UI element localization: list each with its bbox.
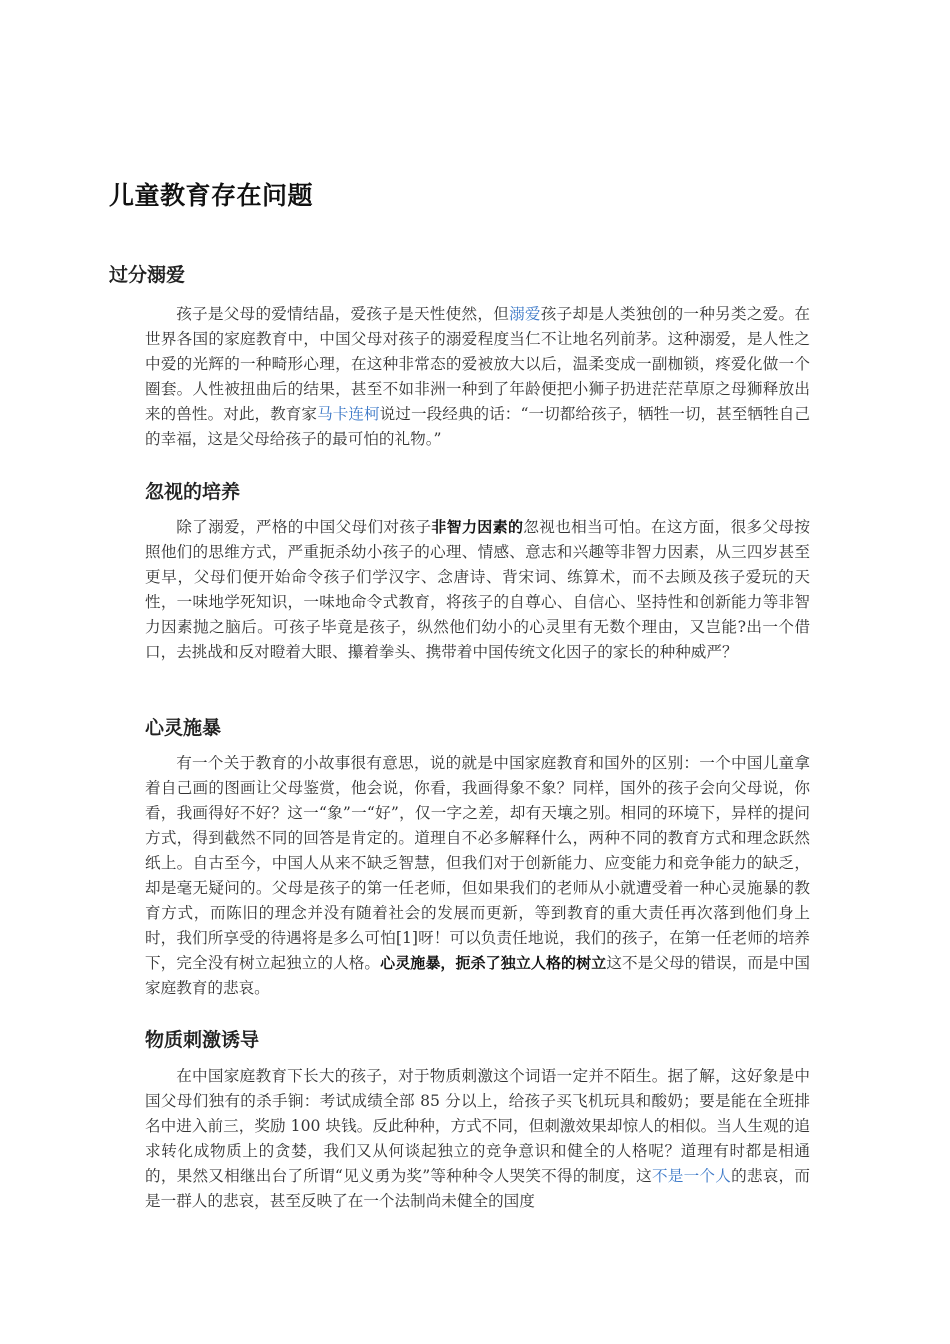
link-doting[interactable]: 溺爱 xyxy=(509,305,541,323)
text-run: 有一个关于教育的小故事很有意思，说的就是中国家庭教育和国外的区别：一个中国儿童拿着自己画的图画让父母鉴赏，他会说，你看，我画得象不象？同样，国外的孩子会向父母说，你看，我画得好不好？这一“象”一“好”，仅一字之差，却有天壤之别。相同的环境下，异样的提问方式，得到截然不同的回答是肯定的。道理自不必多解释什么，两种不同的教育方式和理念跃然纸上。自古至今，中国人从来不缺乏智慧，但我们对于创新能力、应变能力和竞争能力的缺乏，却是毫无疑问的。父母是孩子的第一任老师，但如果我们的老师从小就遭受着一种心灵施暴的教育方式，而陈旧的理念并没有随着社会的发展而更新，等到教育的重大责任再次落到他们身上时，我们所享受的待遇将是多么可怕[1]呀！可以负责任地说，我们的孩子，在第一任老师的培养下，完全没有树立起独立的人格。 xyxy=(145,754,810,972)
text-run: 的悲哀，而是一群人的悲哀，甚至反映了在一个法制尚未健全的国度 xyxy=(145,1167,810,1210)
text-run: 除了溺爱，严格的中国父母们对孩子 xyxy=(176,518,432,536)
bold-phrase: 心灵施暴，扼杀了独立人格的树立 xyxy=(380,954,607,972)
text-run: 忽视也相当可怕。在这方面，很多父母按照他们的思维方式，严重扼杀幼小孩子的心理、情感、意志和兴趣等非智力因素，从三四岁甚至更早，父母们便开始命令孩子们学汉字、念唐诗、背宋词、练算术，而不去顾及孩子爱玩的天性，一味地学死知识，一味地命令式教育，将孩子的自尊心、自信心、坚持性和创新能力等非智力因素抛之脑后。可孩子毕竟是孩子，纵然他们幼小的心灵里有无数个理由，又岂能?出一个借口，去挑战和反对瞪着大眼、攥着拳头、携带着中国传统文化因子的家长的种种威严？ xyxy=(145,518,810,661)
text-run: 说过一段经典的话：“一切都给孩子，牺牲一切，甚至牺牲自己的幸福，这是父母给孩子的最可怕的礼物。” xyxy=(145,405,810,448)
link-not-one-person[interactable]: 不是一个人 xyxy=(651,1167,732,1185)
section-heading-neglect: 忽视的培养 xyxy=(145,481,241,503)
text-run: 孩子却是人类独创的一种另类之爱。在世界各国的家庭教育中，中国父母对孩子的溺爱程度当仁不让地名列前茅。这种溺爱，是人性之中爱的光辉的一种畸形心理，在这种非常态的爱被放大以后，温柔变成一副枷锁，疼爱化做一个圈套。人性被扭曲后的结果，甚至不如非洲一种到了年龄便把小狮子扔进茫茫草原之母狮释放出来的兽性。对此，教育家 xyxy=(145,305,810,423)
text-run: 孩子是父母的爱情结晶，爱孩子是天性使然，但 xyxy=(176,305,510,323)
section-heading-doting: 过分溺爱 xyxy=(109,264,186,286)
link-makarenko[interactable]: 马卡连柯 xyxy=(317,405,380,423)
text-run: 在中国家庭教育下长大的孩子，对于物质刺激这个词语一定并不陌生。据了解，这好象是中国父母们独有的杀手锏：考试成绩全部 85 分以上，给孩子买飞机玩具和酸奶；要是能在全班排名中进入前三，奖励 100 块钱。反此种种，方式不同，但刺激效果却惊人的相似。当人生观的追求转化成物质上的贪婪，我们又从何谈起独立的竞争意识和健全的人格呢？道理有时都是相通的，果然又相继出台了所谓“见义勇为奖”等种种令人哭笑不得的制度，这 xyxy=(145,1067,810,1185)
bold-phrase: 非智力因素的 xyxy=(431,518,524,536)
section-heading-abuse: 心灵施暴 xyxy=(145,717,222,739)
section-paragraph-neglect xyxy=(145,515,810,665)
section-paragraph-material xyxy=(145,1064,810,1214)
section-paragraph-abuse xyxy=(145,751,810,1001)
text-run: 这不是父母的错误，而是中国家庭教育的悲哀。 xyxy=(145,954,810,997)
page-title: 儿童教育存在问题 xyxy=(109,181,314,210)
section-paragraph-doting xyxy=(145,302,810,452)
section-heading-material: 物质刺激诱导 xyxy=(145,1029,260,1051)
